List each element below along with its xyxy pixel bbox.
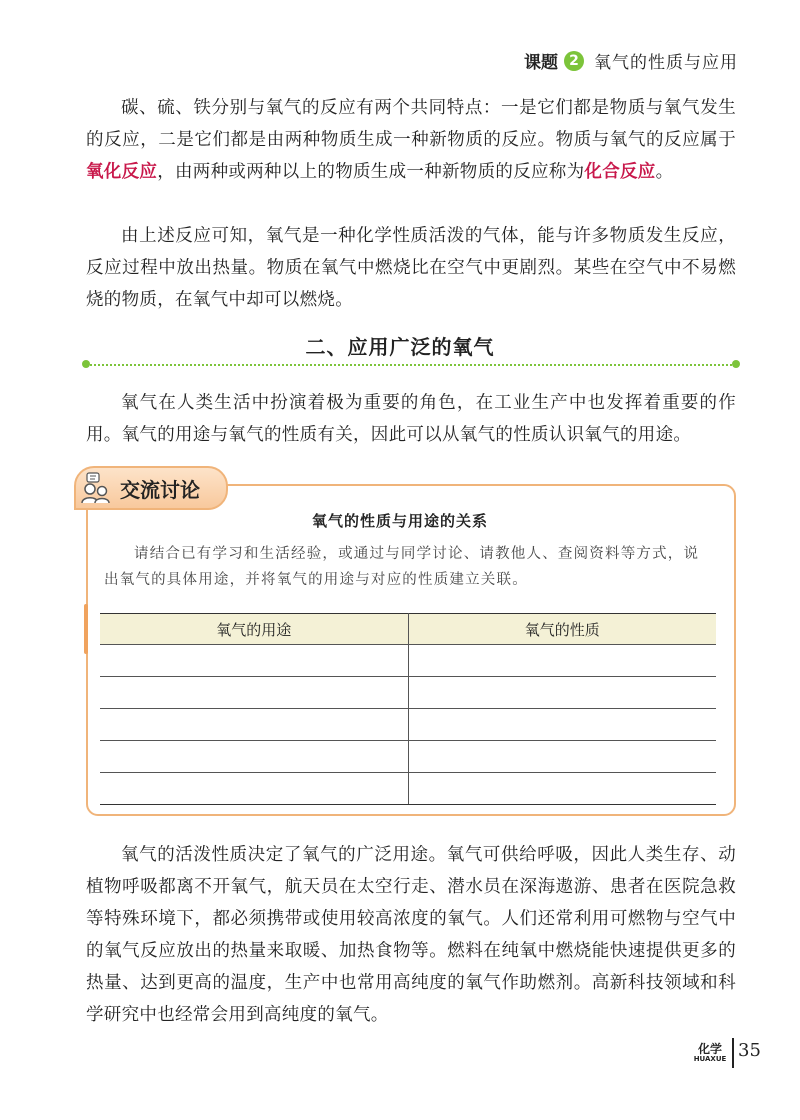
box-accent-bar [84,604,88,654]
intro-text-b: ，由两种或两种以上的物质生成一种新物质的反应称为 [157,162,585,182]
intro-text-a: 碳、硫、铁分别与氧气的反应有两个共同特点：一是它们都是物质与氧气发生的反应，二是它们都是由两种物质生成一种新物质的反应。物质与氧气的反应属于 [86,98,736,150]
discussion-instructions: 请结合已有学习和生活经验，或通过与同学讨论、请教他人、查阅资料等方式，说出氧气的具体用途，并将氧气的用途与对应的性质建立关联。 [104,546,700,588]
intro-text-c: 。 [655,162,674,182]
section-intro-paragraph: 氧气在人类生活中扮演着极为重要的角色，在工业生产中也发挥着重要的作用。氧气的用途与氧气的性质有关，因此可以从氧气的性质认识氧气的用途。 [86,393,736,445]
table-row [100,773,716,805]
term-combination-reaction: 化合反应 [584,162,656,182]
table-row [100,741,716,773]
table-header-row [100,614,716,645]
table-header-properties: 氧气的性质 [408,614,716,645]
table-cell[interactable] [100,741,408,773]
discussion-people-icon [78,470,114,506]
discussion-tab-label: 交流讨论 [120,477,200,502]
term-oxidation-reaction: 氧化反应 [86,162,158,182]
discussion-tab [74,466,228,510]
table-cell[interactable] [408,677,716,709]
page-header [524,48,738,73]
table-cell[interactable] [408,773,716,805]
divider-dot-right [732,360,740,368]
footer-subject: 化学 [697,1042,722,1056]
intro-paragraph-1 [86,92,736,188]
footer-pinyin: HUAXUE [693,1055,727,1063]
table-row [100,677,716,709]
table-cell[interactable] [408,741,716,773]
section-title: 二、应用广泛的氧气 [305,335,495,359]
table-cell[interactable] [100,677,408,709]
table-cell[interactable] [100,773,408,805]
divider-dot-left [82,360,90,368]
table-cell[interactable] [100,645,408,677]
closing-paragraph: 氧气的活泼性质决定了氧气的广泛用途。氧气可供给呼吸，因此人类生存、动植物呼吸都离不开氧气，航天员在太空行走、潜水员在深海遨游、患者在医院急救等特殊环境下，都必须携带或使用较高浓度的氧气。人们还常利用可燃物与空气中的氧气反应放出的热量来取暖、加热食物等。燃料在纯氧中燃烧能快速提供更多的热量、达到更高的温度，生产中也常用高纯度的氧气作助燃剂。高新科技领域和科学研究中也经常会用到高纯度的氧气。 [86,845,736,1025]
table-header-uses: 氧气的用途 [100,614,408,645]
table-cell[interactable] [408,709,716,741]
discussion-title: 氧气的性质与用途的关系 [311,512,488,530]
page-number: 35 [738,1040,761,1061]
table-row [100,709,716,741]
lesson-title: 氧气的性质与应用 [594,53,738,73]
table-row [100,645,716,677]
lesson-number-badge: 2 [564,51,584,71]
section-divider [86,364,736,366]
lesson-label: 课题 [524,53,558,73]
table-cell[interactable] [408,645,716,677]
footer-divider [732,1038,734,1068]
table-cell[interactable] [100,709,408,741]
intro-paragraph-2: 由上述反应可知，氧气是一种化学性质活泼的气体，能与许多物质发生反应，反应过程中放出热量。物质在氧气中燃烧比在空气中更剧烈。某些在空气中不易燃烧的物质，在氧气中却可以燃烧。 [86,226,736,310]
uses-properties-table [100,613,716,805]
